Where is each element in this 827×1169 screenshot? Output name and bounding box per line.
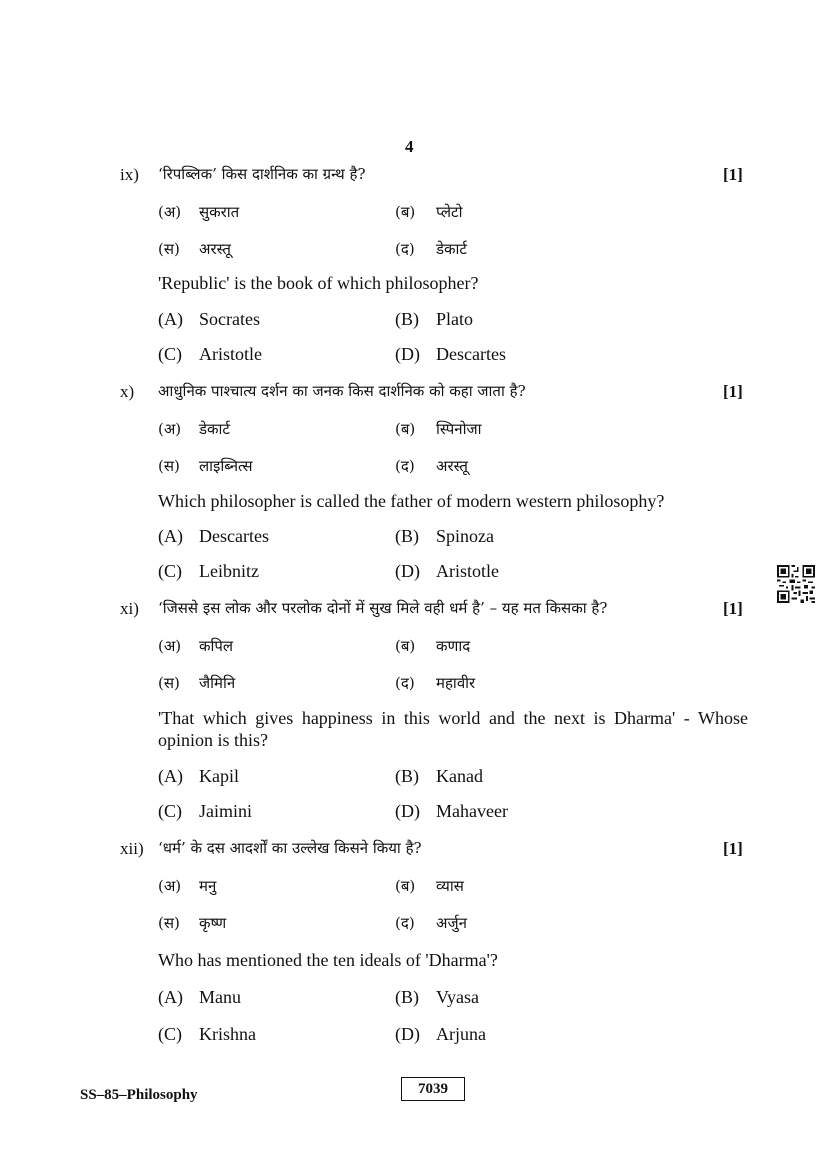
option-hindi bbox=[395, 456, 468, 476]
option-text: अरस्तू bbox=[436, 457, 468, 475]
option-hindi bbox=[158, 456, 253, 476]
question-text-english: 'That which gives happiness in this world and the next is Dharma' - Whose opinion is this? bbox=[158, 708, 748, 750]
option-text: Aristotle bbox=[436, 561, 499, 581]
option-text: Plato bbox=[436, 309, 474, 329]
option-text: Descartes bbox=[436, 344, 506, 364]
question-number: ix) bbox=[120, 165, 139, 184]
option-text: अरस्तू bbox=[199, 240, 231, 258]
option-label: (ब) bbox=[395, 420, 416, 438]
option-text: डेकार्ट bbox=[436, 240, 467, 258]
option-hindi bbox=[158, 636, 233, 656]
option-text: Leibnitz bbox=[199, 561, 259, 581]
option-text: व्यास bbox=[436, 877, 464, 895]
option-english bbox=[395, 344, 506, 365]
option-text: कपिल bbox=[199, 637, 234, 655]
option-english bbox=[395, 1024, 486, 1045]
option-text: Arjuna bbox=[436, 1024, 486, 1044]
qr-code-icon bbox=[777, 565, 815, 603]
option-text: Jaimini bbox=[199, 801, 252, 821]
option-label: (C) bbox=[158, 344, 182, 364]
option-label: (B) bbox=[395, 309, 419, 329]
option-english bbox=[158, 309, 260, 330]
option-english bbox=[158, 1024, 256, 1045]
question-text-hindi: आधुनिक पाश्चात्य दर्शन का जनक किस दार्शनिक को कहा जाता है? bbox=[158, 382, 526, 400]
option-label: (द) bbox=[395, 240, 415, 258]
option-text: स्पिनोजा bbox=[436, 420, 482, 438]
option-label: (द) bbox=[395, 674, 415, 692]
marks-label: [1] bbox=[723, 839, 743, 858]
option-text: Spinoza bbox=[436, 526, 494, 546]
marks-label: [1] bbox=[723, 165, 743, 184]
option-hindi bbox=[158, 673, 235, 693]
option-hindi bbox=[158, 876, 216, 896]
option-label: (B) bbox=[395, 526, 419, 546]
option-label: (स) bbox=[158, 457, 180, 475]
option-label: (स) bbox=[158, 914, 180, 932]
option-english bbox=[158, 801, 252, 822]
question-text-hindi: ‘धर्म’ के दस आदर्शों का उल्लेख किसने किया है? bbox=[158, 839, 422, 857]
option-text: डेकार्ट bbox=[199, 420, 230, 438]
option-text: Manu bbox=[199, 987, 241, 1007]
option-english bbox=[395, 309, 473, 330]
marks-label: [1] bbox=[723, 382, 743, 401]
option-hindi bbox=[158, 239, 231, 259]
option-label: (D) bbox=[395, 801, 420, 821]
option-label: (अ) bbox=[158, 877, 182, 895]
option-hindi bbox=[395, 419, 481, 439]
option-hindi bbox=[395, 876, 464, 896]
option-label: (ब) bbox=[395, 637, 416, 655]
option-label: (द) bbox=[395, 457, 415, 475]
option-label: (अ) bbox=[158, 203, 182, 221]
option-text: सुकरात bbox=[199, 203, 240, 221]
option-hindi bbox=[395, 673, 475, 693]
option-label: (स) bbox=[158, 240, 180, 258]
option-label: (C) bbox=[158, 1024, 182, 1044]
option-label: (ब) bbox=[395, 203, 416, 221]
option-text: Socrates bbox=[199, 309, 260, 329]
option-text: जैमिनि bbox=[199, 674, 236, 692]
option-text: Aristotle bbox=[199, 344, 262, 364]
option-label: (D) bbox=[395, 561, 420, 581]
option-label: (D) bbox=[395, 344, 420, 364]
option-hindi bbox=[395, 202, 463, 222]
option-label: (A) bbox=[158, 987, 183, 1007]
option-text: Kapil bbox=[199, 766, 239, 786]
option-label: (ब) bbox=[395, 877, 416, 895]
option-english bbox=[395, 987, 479, 1008]
option-english bbox=[158, 987, 241, 1008]
option-text: अर्जुन bbox=[436, 914, 467, 932]
option-text: Mahaveer bbox=[436, 801, 508, 821]
option-label: (C) bbox=[158, 801, 182, 821]
question-number: xii) bbox=[120, 839, 144, 858]
option-label: (अ) bbox=[158, 420, 182, 438]
option-english bbox=[158, 766, 239, 787]
page-number: 4 bbox=[405, 137, 414, 156]
option-hindi bbox=[395, 636, 470, 656]
option-text: प्लेटो bbox=[436, 203, 463, 221]
option-label: (अ) bbox=[158, 637, 182, 655]
option-label: (द) bbox=[395, 914, 415, 932]
option-english bbox=[395, 561, 499, 582]
option-label: (C) bbox=[158, 561, 182, 581]
option-hindi bbox=[158, 913, 226, 933]
option-text: मनु bbox=[199, 877, 217, 895]
question-text-english: Which philosopher is called the father of modern western philosophy? bbox=[158, 491, 665, 511]
question-number: xi) bbox=[120, 599, 139, 618]
option-text: कणाद bbox=[436, 637, 471, 655]
option-label: (B) bbox=[395, 766, 419, 786]
serial-number-box: 7039 bbox=[401, 1077, 465, 1101]
option-text: कृष्ण bbox=[199, 914, 227, 932]
option-hindi bbox=[158, 419, 230, 439]
option-english bbox=[395, 526, 494, 547]
option-hindi bbox=[395, 913, 467, 933]
option-label: (B) bbox=[395, 987, 419, 1007]
option-hindi bbox=[158, 202, 239, 222]
option-text: Kanad bbox=[436, 766, 483, 786]
question-text-hindi: ‘जिससे इस लोक और परलोक दोनों में सुख मिले वही धर्म है’ – यह मत किसका है? bbox=[158, 599, 608, 617]
option-hindi bbox=[395, 239, 467, 259]
option-label: (A) bbox=[158, 309, 183, 329]
option-english bbox=[158, 344, 262, 365]
paper-code: SS–85–Philosophy bbox=[80, 1087, 198, 1103]
option-text: Descartes bbox=[199, 526, 269, 546]
option-english bbox=[395, 801, 508, 822]
option-text: लाइब्नित्स bbox=[199, 457, 253, 475]
option-label: (स) bbox=[158, 674, 180, 692]
question-text-english: 'Republic' is the book of which philosopher? bbox=[158, 273, 479, 293]
option-english bbox=[158, 561, 259, 582]
question-text-english: Who has mentioned the ten ideals of 'Dharma'? bbox=[158, 950, 498, 970]
option-label: (A) bbox=[158, 766, 183, 786]
option-text: Krishna bbox=[199, 1024, 256, 1044]
option-english bbox=[158, 526, 269, 547]
option-label: (D) bbox=[395, 1024, 420, 1044]
option-label: (A) bbox=[158, 526, 183, 546]
option-text: महावीर bbox=[436, 674, 476, 692]
marks-label: [1] bbox=[723, 599, 743, 618]
question-number: x) bbox=[120, 382, 135, 401]
option-english bbox=[395, 766, 483, 787]
question-text-hindi: ‘रिपब्लिक’ किस दार्शनिक का ग्रन्थ है? bbox=[158, 165, 366, 183]
option-text: Vyasa bbox=[436, 987, 479, 1007]
